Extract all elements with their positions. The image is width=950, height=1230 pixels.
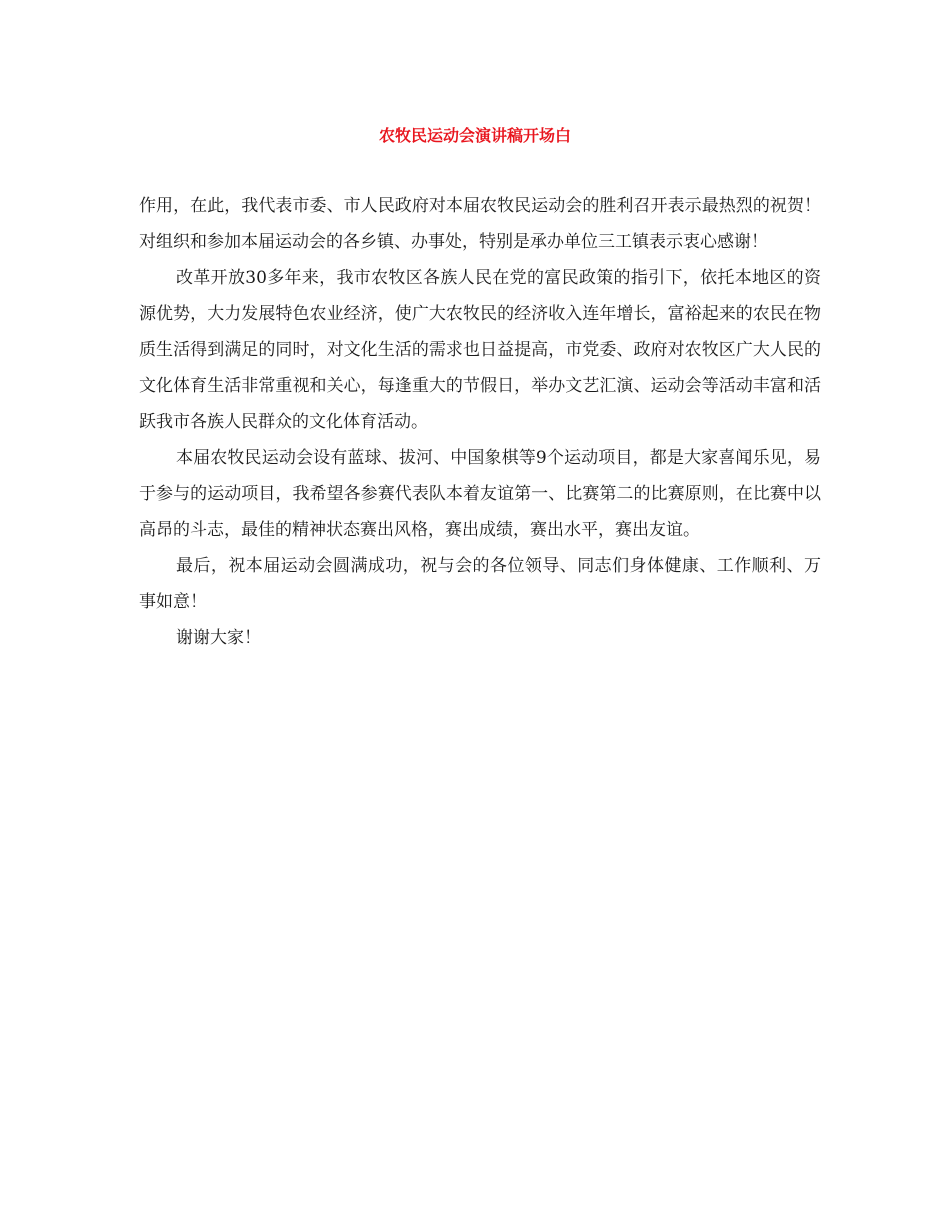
paragraph-reform-development: 改革开放30多年来，我市农牧区各族人民在党的富民政策的指引下，依托本地区的资源优势，大力发展特色农业经济，使广大农牧民的经济收入连年增长，富裕起来的农民在物质生活得到满足的同时，对文化生活的需求也日益提高，市党委、政府对农牧区广大人民的文化体育生活非常重视和关心，每逢重大的节假日，举办文艺汇演、运动会等活动丰富和活跃我市各族人民群众的文化体育活动。 [139, 268, 821, 432]
paragraph-opening-thanks: 作用，在此，我代表市委、市人民政府对本届农牧民运动会的胜利召开表示最热烈的祝贺！对组织和参加本届运动会的各乡镇、办事处，特别是承办单位三工镇表示衷心感谢！ [139, 196, 821, 252]
document-title: 农牧民运动会演讲稿开场白 [378, 126, 571, 145]
document-body [139, 188, 821, 656]
paragraph-thanks: 谢谢大家！ [176, 628, 261, 648]
paragraph-closing-wishes: 最后，祝本届运动会圆满成功，祝与会的各位领导、同志们身体健康、工作顺利、万事如意！ [139, 556, 821, 612]
paragraph-sports-events: 本届农牧民运动会设有蓝球、拔河、中国象棋等9个运动项目，都是大家喜闻乐见，易于参与的运动项目，我希望各参赛代表队本着友谊第一、比赛第二的比赛原则，在比赛中以高昂的斗志，最佳的精神状态赛出风格，赛出成绩，赛出水平，赛出友谊。 [139, 448, 821, 540]
